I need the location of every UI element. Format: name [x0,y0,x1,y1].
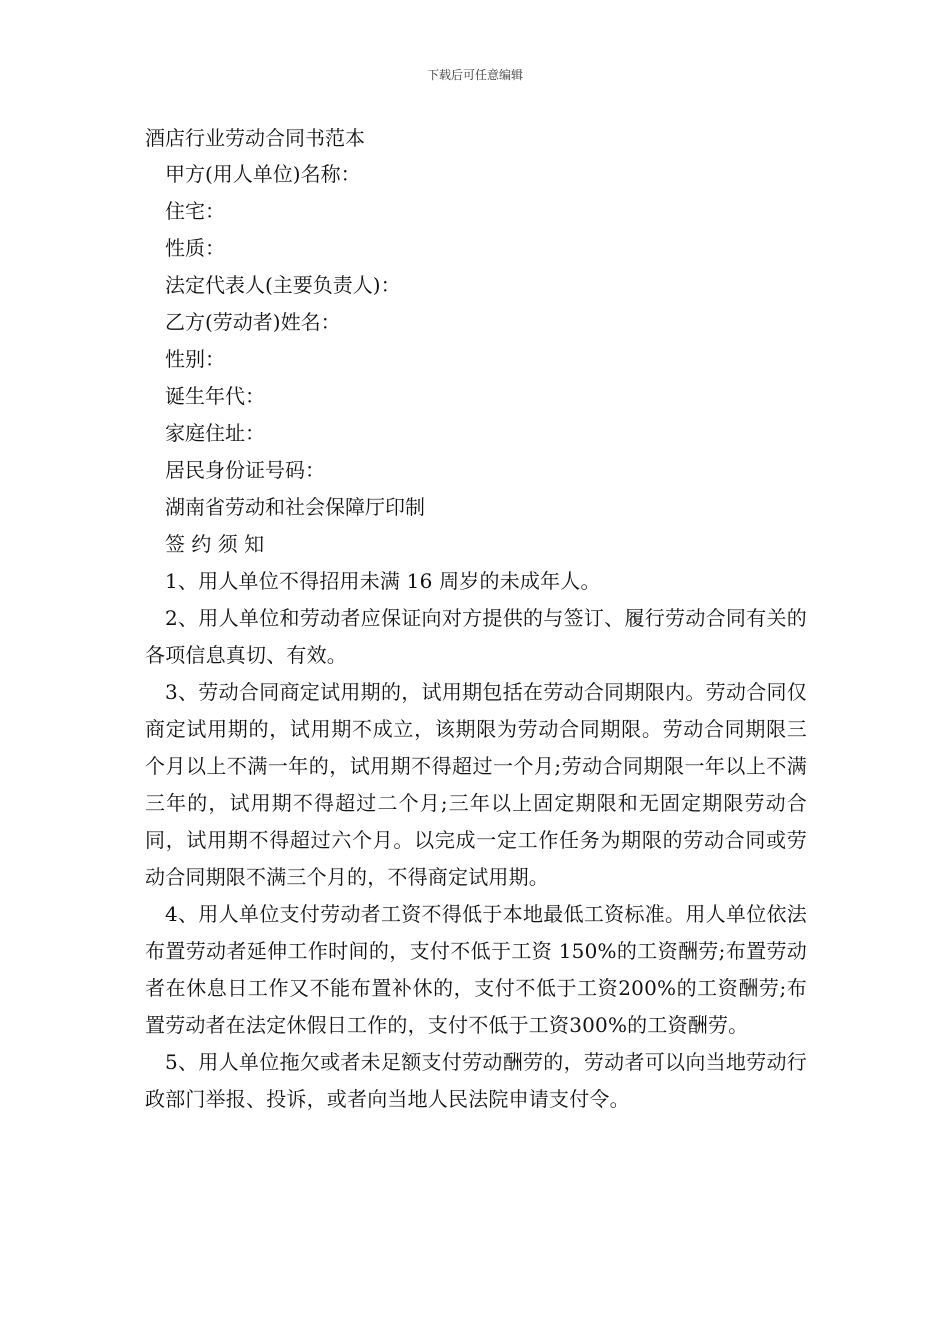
notice-heading: 签 约 须 知 [165,532,265,556]
document-body [145,120,807,1118]
page-header: 下载后可任意编辑 [426,68,523,82]
notice-paragraph-1: 1、用人单位不得招用未满 16 周岁的未成年人。 [165,569,601,593]
notice-paragraph-3: 3、劳动合同商定试用期的，试用期包括在劳动合同期限内。劳动合同仅商定试用期的，试用期不成立，该期限为劳动合同期限。劳动合同期限三个月以上不满一年的，试用期不得超过一个月;劳动合同期限一年以上不满三年的，试用期不得超过二个月;三年以上固定期限和无固定期限劳动合同，试用期不得超过六个月。以完成一定工作任务为期限的劳动合同或劳动合同期限不满三个月的，不得商定试用期。 [145,680,807,889]
document-title: 酒店行业劳动合同书范本 [145,126,365,150]
notice-paragraph-5: 5、用人单位拖欠或者未足额支付劳动酬劳的，劳动者可以向当地劳动行政部门举报、投诉，或者向当地人民法院申请支付令。 [145,1050,807,1111]
notice-paragraph-4: 4、用人单位支付劳动者工资不得低于本地最低工资标准。用人单位依法布置劳动者延伸工作时间的，支付不低于工资 150%的工资酬劳;布置劳动者在休息日工作又不能布置补休的，支付不低于工资200%的工资酬劳;布置劳动者在法定休假日工作的，支付不低于工资300%的工资酬劳。 [145,902,807,1037]
field-gender: 性别： [165,347,225,371]
field-id-number: 居民身份证号码： [165,458,325,482]
notice-paragraph-2: 2、用人单位和劳动者应保证向对方提供的与签订、履行劳动合同有关的各项信息真切、有效。 [145,606,807,667]
field-legal-representative: 法定代表人(主要负责人)： [165,273,401,297]
field-residence: 住宅： [165,199,225,223]
field-nature: 性质： [165,236,225,260]
field-birth-date: 诞生年代： [165,384,265,408]
printed-by: 湖南省劳动和社会保障厅印制 [165,495,425,519]
field-party-b-name: 乙方(劳动者)姓名： [165,310,341,334]
field-home-address: 家庭住址： [165,421,265,445]
field-party-a-name: 甲方(用人单位)名称： [165,162,361,186]
